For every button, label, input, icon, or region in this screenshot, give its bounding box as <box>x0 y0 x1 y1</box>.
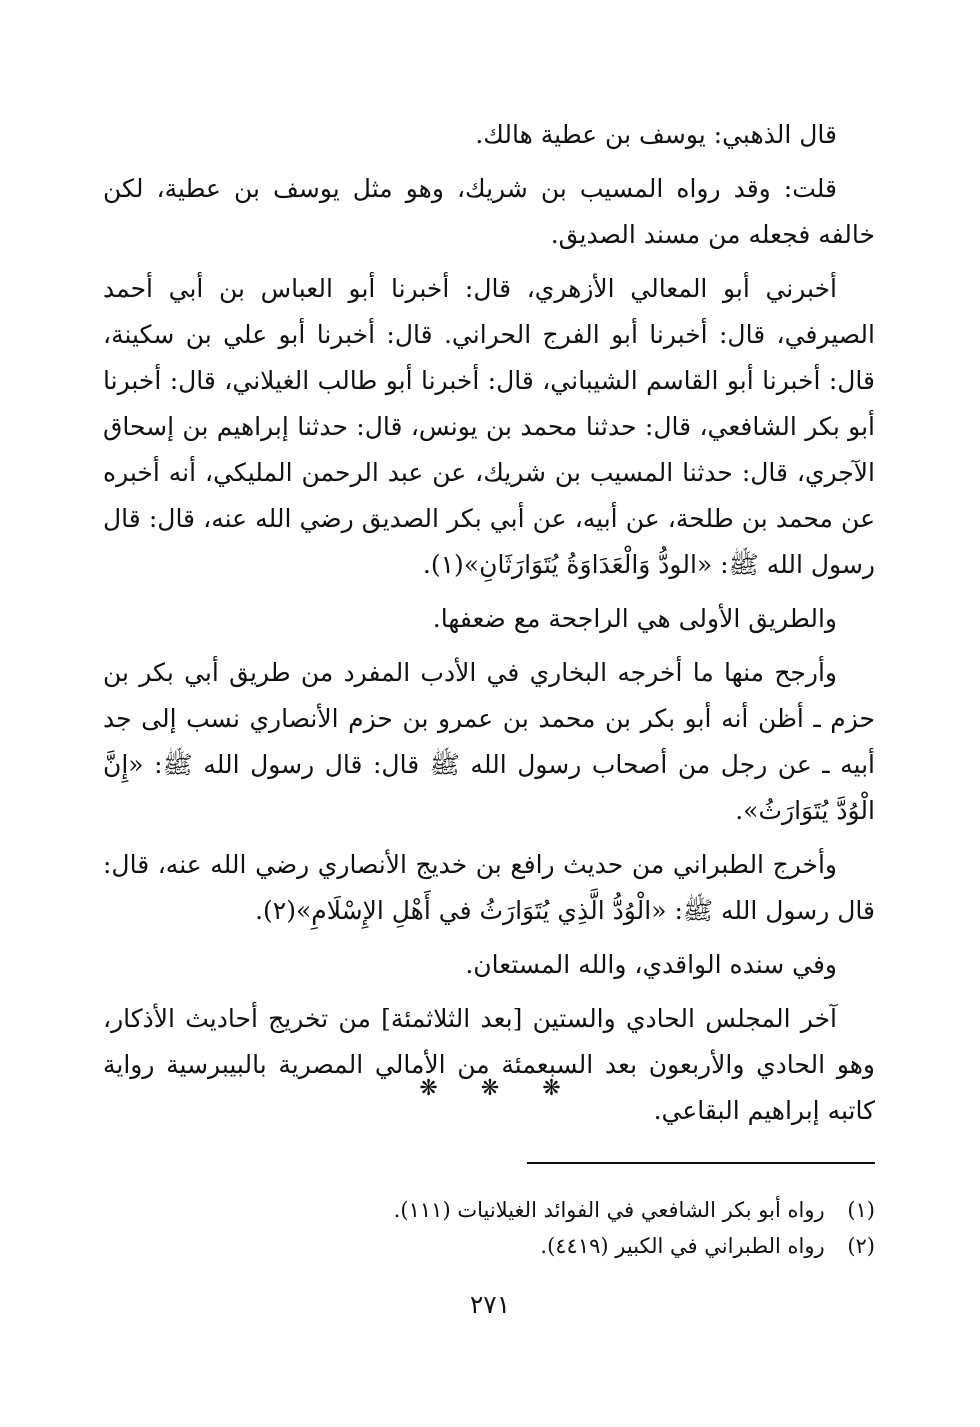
asterism-icon: ❋ <box>419 1076 438 1101</box>
footnote-number: (٢) <box>847 1234 875 1258</box>
paragraph-waqidi-note: وفي سنده الواقدي، والله المستعان. <box>465 950 837 979</box>
footnote-number: (١) <box>847 1198 875 1222</box>
footnote-2 <box>103 1228 875 1264</box>
main-text <box>103 112 875 1142</box>
paragraph-bukhari-adab: وأرجح منها ما أخرجه البخاري في الأدب المفرد من طريق أبي بكر بن حزم ـ أظن أنه أبو بكر بن محمد بن عمرو بن حزم الأنصاري نسب إلى جد أبيه ـ عن رجل من أصحاب رسول الله ﷺ قال: قال رسول الله ﷺ: «إِنَّ الْوُدَّ يُتَوَارَثُ». <box>103 658 875 825</box>
paragraph-dhahabi-verdict: قال الذهبي: يوسف بن عطية هالك. <box>475 120 837 149</box>
asterism-icon: ❋ <box>480 1076 500 1101</box>
footnotes <box>103 1192 875 1264</box>
paragraph-session-end: آخر المجلس الحادي والستين [بعد الثلاثمئة] من تخريج أحاديث الأذكار، وهو الحادي والأربعون بعد السبعمئة من الأمالي المصرية بالبيبرسية رواية كاتبه إبراهيم البقاعي. <box>103 1004 875 1125</box>
footnote-divider <box>527 1162 875 1164</box>
footnote-text: رواه أبو بكر الشافعي في الفوائد الغيلانيات (١١١). <box>393 1198 825 1222</box>
footnote-text: رواه الطبراني في الكبير (٤٤١٩). <box>540 1234 825 1258</box>
asterism-icon: ❋ <box>542 1076 561 1101</box>
paragraph-tabarani-hadith: وأخرج الطبراني من حديث رافع بن خديج الأنصاري رضي الله عنه، قال: قال رسول الله ﷺ: «الْوُدُّ الَّذِي يُتَوَارَثُ في أَهْلِ الإِسْلَامِ»(٢). <box>103 850 875 925</box>
section-ornament <box>0 1076 980 1101</box>
paragraph-preferred-route: والطريق الأولى هي الراجحة مع ضعفها. <box>432 604 837 633</box>
page-number: ٢٧١ <box>469 1290 511 1319</box>
paragraph-author-comment: قلت: وقد رواه المسيب بن شريك، وهو مثل يوسف بن عطية، لكن خالفه فجعله من مسند الصديق. <box>103 174 875 249</box>
footnote-1 <box>103 1192 875 1228</box>
paragraph-isnad-chain: أخبرني أبو المعالي الأزهري، قال: أخبرنا أبو العباس بن أبي أحمد الصيرفي، قال: أخبرنا أبو الفرج الحراني. قال: أخبرنا أبو علي بن سكينة، قال: أخبرنا أبو القاسم الشيباني، قال: أخبرنا أبو طالب الغيلاني، قال: أخبرنا أبو بكر الشافعي، قال: حدثنا محمد بن يونس، قال: حدثنا إبراهيم بن إسحاق الآجري، قال: حدثنا المسيب بن شريك، عن عبد الرحمن المليكي، أنه أخبره عن محمد بن طلحة، عن أبيه، عن أبي بكر الصديق رضي الله عنه، قال: قال رسول الله ﷺ: «الودُّ وَالْعَدَاوَةُ يُتَوَارَثَانِ»(١). <box>103 274 875 579</box>
